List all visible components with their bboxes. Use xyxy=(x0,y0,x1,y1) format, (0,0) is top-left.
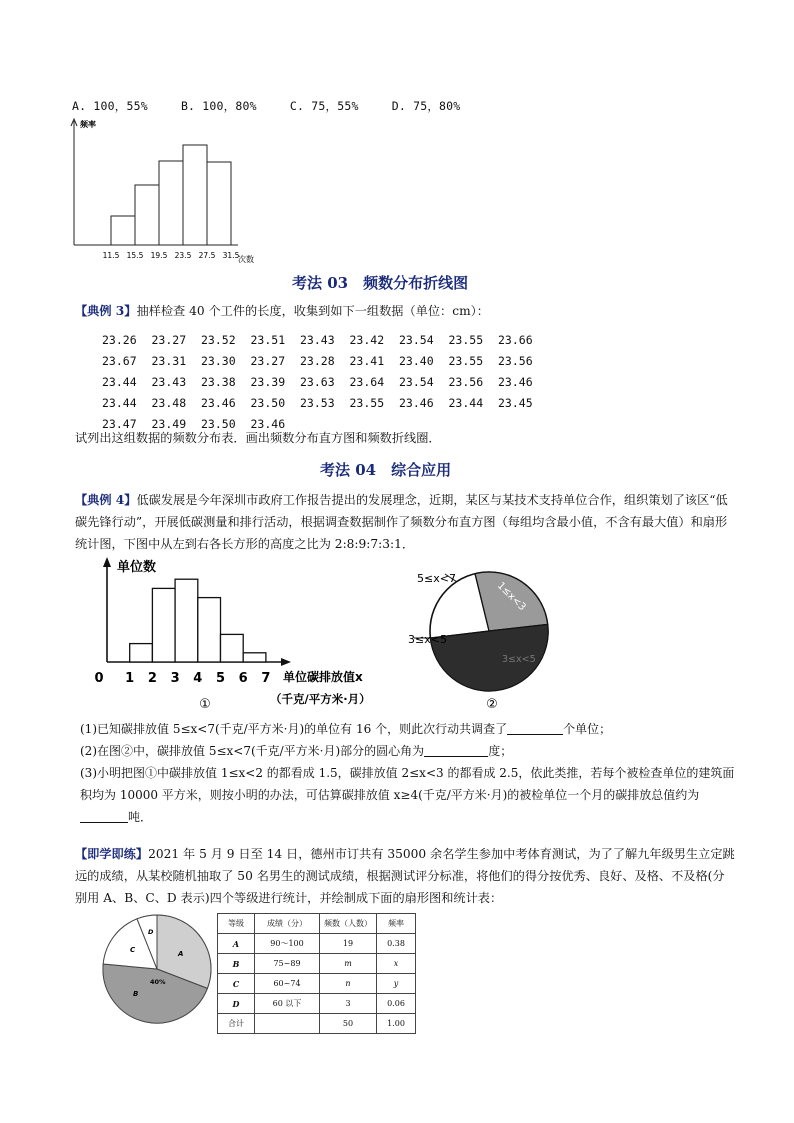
section-title-04: 考法 04 综合应用 xyxy=(320,461,452,479)
section-title-03: 考法 03 频数分布折线图 xyxy=(292,274,469,292)
data-cell: 23.30 xyxy=(201,354,236,368)
table-cell: 19 xyxy=(320,934,377,954)
data-cell: 23.43 xyxy=(300,333,335,347)
option-c: C. 75，55% xyxy=(289,99,359,113)
data-cell: 23.67 xyxy=(102,354,137,368)
hist2-tick: 0 xyxy=(94,671,104,686)
table-cell: 75~89 xyxy=(255,954,320,974)
table-row xyxy=(218,974,416,994)
hist2-tick: 4 xyxy=(193,671,203,686)
hist2-bar xyxy=(152,588,175,662)
hist1-tick: 19.5 xyxy=(150,251,168,260)
question-3-suffix: 吨． xyxy=(128,810,153,824)
hist2-bar xyxy=(221,634,244,662)
data-cell: 23.27 xyxy=(151,333,187,347)
data-cell: 23.43 xyxy=(151,375,187,389)
data-cell: 23.48 xyxy=(151,396,187,410)
table-cell: 60~74 xyxy=(255,974,320,994)
table-cell: 60 以下 xyxy=(255,994,320,1014)
data-cell: 23.50 xyxy=(201,417,236,431)
example3-data-grid xyxy=(102,330,548,435)
data-cell: 23.45 xyxy=(498,396,533,410)
table-header-row xyxy=(218,914,416,934)
data-cell: 23.52 xyxy=(201,333,236,347)
grade-pie-chart xyxy=(100,912,215,1027)
hist1-bar xyxy=(135,185,159,245)
hist1-ylabel: 频率 xyxy=(80,120,96,129)
table-cell: 90～100 xyxy=(255,934,320,954)
hist1-xlabel: 次数 xyxy=(238,255,254,264)
table-cell xyxy=(255,1014,320,1034)
hist1-bar xyxy=(207,162,231,245)
pie-label-b: B xyxy=(133,990,139,998)
table-cell: m xyxy=(320,954,377,974)
practice-intro xyxy=(75,843,735,909)
question-3-text: (3)小明把图①中碳排放值 1≤x<2 的都看成 1.5，碳排放值 2≤x<3 的都看成 2.5，依此类推，若每个被检查单位的建筑面积均为 10000 平方米，则按小明的办法，可估算碳排放值 x≥4(千克/平方米·月)的被检单位一个月的碳排放总值约为 xyxy=(80,766,735,802)
table-cell: 0.06 xyxy=(377,994,416,1014)
hist2-ylabel: 单位数 xyxy=(117,560,157,575)
hist2-bar xyxy=(198,598,221,662)
table-header: 频率 xyxy=(377,914,416,934)
hist2-xlabel: 单位碳排放值x xyxy=(283,670,363,684)
data-cell: 23.55 xyxy=(448,333,484,347)
pie-label-3to5: 3≤x<5 xyxy=(408,633,447,646)
table-cell: B xyxy=(218,954,255,974)
hist2-bar xyxy=(175,579,198,662)
data-cell: 23.53 xyxy=(300,396,335,410)
data-cell: 23.31 xyxy=(151,354,187,368)
table-cell: 合计 xyxy=(218,1014,255,1034)
answer-blank[interactable] xyxy=(424,744,488,757)
carbon-pie-chart xyxy=(408,560,562,715)
hist2-tick: 5 xyxy=(215,671,226,686)
data-cell: 23.51 xyxy=(250,333,286,347)
answer-blank[interactable] xyxy=(80,810,128,823)
data-cell: 23.44 xyxy=(448,396,484,410)
carbon-histogram xyxy=(95,555,395,715)
option-a: A. 100，55% xyxy=(72,99,148,113)
table-row xyxy=(218,1014,416,1034)
example4-text: 低碳发展是今年深圳市政府工作报告提出的发展理念，近期，某区与某技术支持单位合作，组织策划了该区“低碳先锋行动”，开展低碳测量和排行活动，根据调查数据制作了频数分布直方图（每组均含最小值，不含有最大值）和扇形统计图，下图中从左到右各长方形的高度之比为 2:8:9:7:3:1． xyxy=(75,493,728,551)
table-cell: x xyxy=(377,954,416,974)
pie-label-1to3: 1≤x<3 xyxy=(494,580,528,614)
question-2-text: (2)在图②中，碳排放值 5≤x<7(千克/平方米·月)部分的圆心角为 xyxy=(80,744,425,758)
hist2-tick: 6 xyxy=(238,671,248,686)
data-cell: 23.44 xyxy=(102,375,137,389)
table-header: 成绩（分） xyxy=(255,914,320,934)
example4-tag: 【典例 4】 xyxy=(75,493,137,507)
question-1 xyxy=(80,718,740,740)
grade-table xyxy=(217,913,416,1034)
hist2-tick: 2 xyxy=(147,671,157,686)
hist1-tick: 11.5 xyxy=(102,251,120,260)
hist2-caption: ① xyxy=(199,697,211,712)
data-cell: 23.41 xyxy=(349,354,385,368)
data-cell: 23.63 xyxy=(300,375,335,389)
question-1-text: (1)已知碳排放值 5≤x<7(千克/平方米·月)的单位有 16 个，则此次行动共调查了 xyxy=(80,722,508,736)
option-d: D. 75，80% xyxy=(391,99,461,113)
table-header: 频数（人数） xyxy=(320,914,377,934)
data-row xyxy=(102,330,548,351)
table-row xyxy=(218,994,416,1014)
data-cell: 23.66 xyxy=(498,333,533,347)
data-cell: 23.46 xyxy=(399,396,434,410)
question-2-suffix: 度； xyxy=(488,744,513,758)
data-cell: 23.54 xyxy=(399,375,434,389)
data-cell: 23.40 xyxy=(399,354,434,368)
option-b: B. 100，80% xyxy=(180,99,257,113)
data-cell: 23.42 xyxy=(349,333,385,347)
pie-label-c: C xyxy=(130,946,136,954)
table-row xyxy=(218,934,416,954)
example3-text: 抽样检查 40 个工件的长度，收集到如下一组数据（单位：cm）： xyxy=(136,304,489,318)
data-cell: 23.44 xyxy=(102,396,137,410)
table-cell: D xyxy=(218,994,255,1014)
data-row xyxy=(102,372,548,393)
hist2-tick: 3 xyxy=(170,671,180,686)
pie-caption: ② xyxy=(486,697,498,712)
hist1-tick: 31.5 xyxy=(222,251,240,260)
table-row xyxy=(218,954,416,974)
data-cell: 23.46 xyxy=(250,417,286,431)
data-cell: 23.46 xyxy=(498,375,533,389)
table-cell: 1.00 xyxy=(377,1014,416,1034)
data-cell: 23.54 xyxy=(399,333,434,347)
answer-blank[interactable] xyxy=(507,722,563,735)
data-cell: 23.46 xyxy=(201,396,236,410)
example3-tag: 【典例 3】 xyxy=(75,304,137,318)
data-cell: 23.64 xyxy=(349,375,385,389)
pie-label-b-percent: 40% xyxy=(150,978,166,986)
hist2-bar xyxy=(243,653,266,662)
data-cell: 23.47 xyxy=(102,417,137,431)
data-row xyxy=(102,393,548,414)
question-2 xyxy=(80,740,740,762)
practice-tag: 【即学即练】 xyxy=(75,847,149,861)
table-cell: C xyxy=(218,974,255,994)
example3-question: 试列出这组数据的频数分布表．画出频数分布直方图和频数折线圈． xyxy=(75,431,441,445)
table-header: 等级 xyxy=(218,914,255,934)
answer-options xyxy=(72,98,486,114)
example4-intro xyxy=(75,489,735,555)
data-cell: 23.26 xyxy=(102,333,137,347)
data-cell: 23.39 xyxy=(250,375,286,389)
question-3 xyxy=(80,762,740,828)
pie-label-d: D xyxy=(148,928,154,936)
data-cell: 23.49 xyxy=(151,417,187,431)
hist1-bar xyxy=(111,216,135,245)
hist2-bar xyxy=(130,644,153,662)
data-cell: 23.38 xyxy=(201,375,236,389)
data-cell: 23.50 xyxy=(250,396,286,410)
data-cell: 23.56 xyxy=(448,375,484,389)
hist2-unit: （千克/平方米·月） xyxy=(270,692,371,706)
table-cell: 50 xyxy=(320,1014,377,1034)
frequency-histogram xyxy=(60,115,270,265)
hist1-tick: 23.5 xyxy=(174,251,192,260)
question-1-suffix: 个单位； xyxy=(563,722,612,736)
data-cell: 23.56 xyxy=(498,354,533,368)
data-cell: 23.27 xyxy=(250,354,286,368)
hist1-tick: 15.5 xyxy=(126,251,144,260)
table-cell: n xyxy=(320,974,377,994)
data-cell: 23.55 xyxy=(349,396,385,410)
table-cell: 0.38 xyxy=(377,934,416,954)
pie-label-inner: 3≤x<5 xyxy=(502,654,536,665)
practice-text: 2021 年 5 月 9 日至 14 日，德州市订共有 35000 余名学生参加中考体育测试，为了了解九年级男生立定跳远的成绩，从某校随机抽取了 50 名男生的测试成绩，根据测试评分标准，将他们的得分按优秀、良好、及格、不及格(分别用 A、B、C、D 表示)四个等级进行统计，并绘制成下面的扇形图和统计表： xyxy=(75,847,735,905)
data-row xyxy=(102,351,548,372)
hist2-tick: 7 xyxy=(261,671,271,686)
hist1-tick: 27.5 xyxy=(198,251,216,260)
data-cell: 23.55 xyxy=(448,354,484,368)
table-cell: A xyxy=(218,934,255,954)
pie-label-5to7: 5≤x<7 xyxy=(417,572,456,585)
table-cell: 3 xyxy=(320,994,377,1014)
hist1-bar xyxy=(159,161,183,245)
hist1-bar xyxy=(183,145,207,245)
hist2-tick: 1 xyxy=(125,671,135,686)
pie-label-a: A xyxy=(178,950,184,958)
table-cell: y xyxy=(377,974,416,994)
example3-intro xyxy=(75,300,730,322)
data-cell: 23.28 xyxy=(300,354,335,368)
